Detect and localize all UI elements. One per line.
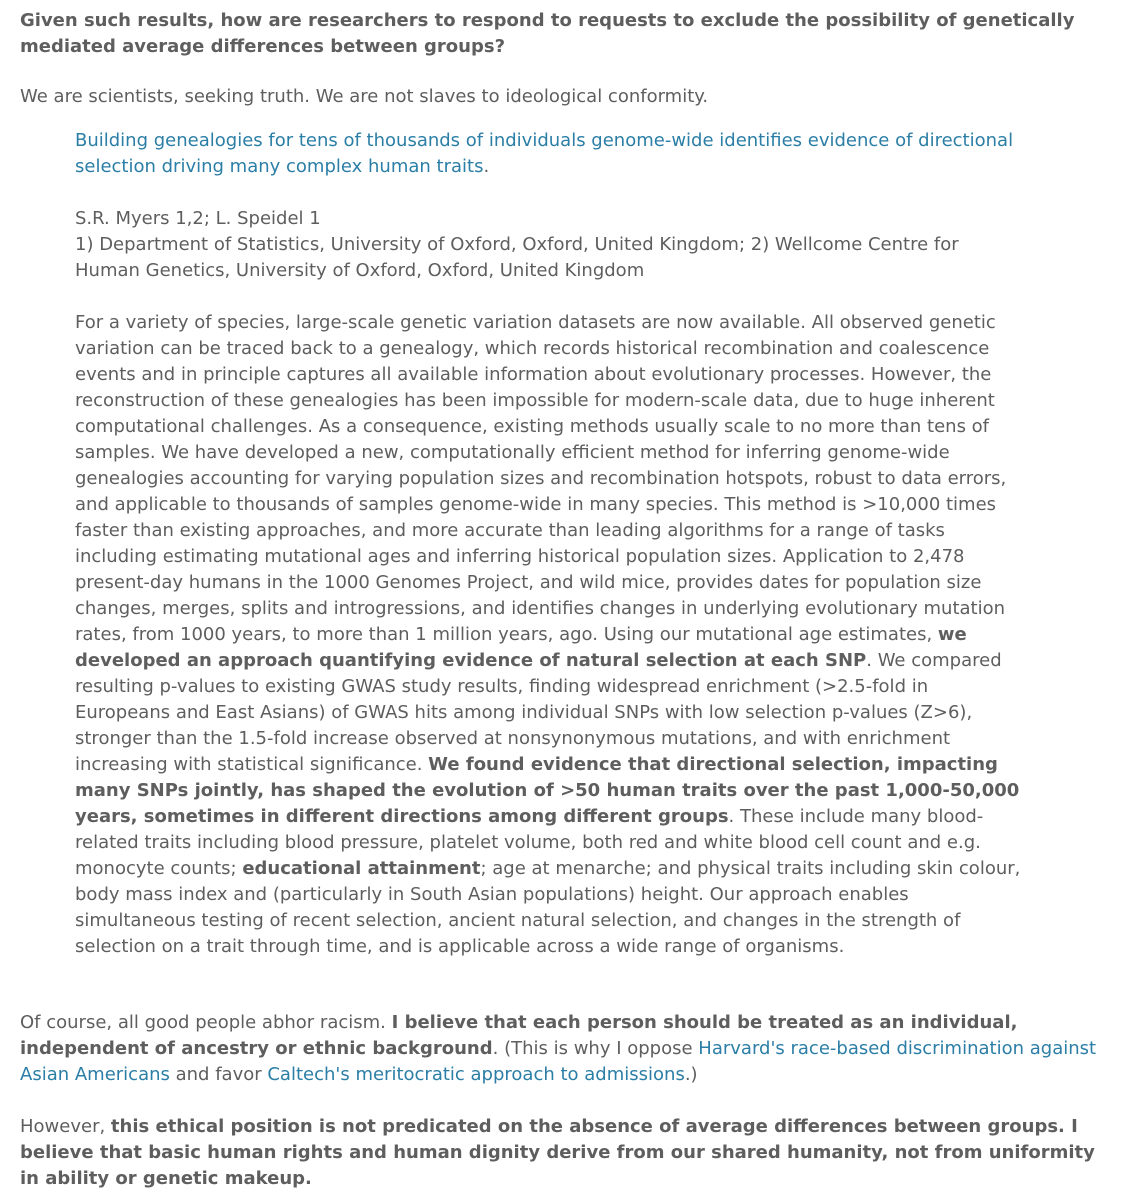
ethics-paragraph-part: However,: [20, 1116, 111, 1137]
individual-treatment-statement: I believe that each person should be treated as an individual, independent of ancestry or ethnic background: [20, 1012, 1018, 1059]
abstract-emphasis-educational-attainment: educational attainment: [242, 858, 481, 879]
abstract-authors: S.R. Myers 1,2; L. Speidel 1: [75, 208, 321, 229]
abstract-text-part: . We compared resulting p-values to existing GWAS study results, finding widespread enrichment (>2.5-fold in Europeans and East Asians) of GWAS hits among individual SNPs with low selection p-values (Z>6), stronger than the 1.5-fold increase observed at nonsynonymous mutations, and with enrichment increasing with statistical significance.: [75, 650, 1002, 775]
racism-paragraph-part: .): [684, 1064, 698, 1085]
abstract-emphasis-natural-selection: we developed an approach quantifying evidence of natural selection at each SNP: [75, 624, 967, 671]
racism-paragraph-part: Of course, all good people abhor racism.: [20, 1012, 392, 1033]
intro-paragraph: We are scientists, seeking truth. We are not slaves to ideological conformity.: [20, 86, 709, 107]
racism-paragraph-part: . (This is why I oppose: [492, 1038, 699, 1059]
ethical-position-statement: this ethical position is not predicated on the absence of average differences between groups. I believe that basic human rights and human dignity derive from our shared humanity, not from uniformity in ability or genetic makeup.: [20, 1116, 1095, 1189]
abstract-text-part: For a variety of species, large-scale genetic variation datasets are now available. All observed genetic variation can be traced back to a genealogy, which records historical recombination and coalescence events and in principle captures all available information about evolutionary processes. However, the reconstruction of these genealogies has been impossible for modern-scale data, due to huge inherent computational challenges. As a consequence, existing methods usually scale to no more than tens of samples. We have developed a new, computationally efficient method for inferring genome-wide genealogies accounting for varying population sizes and recombination hotspots, robust to data errors, and applicable to thousands of samples genome-wide in many species. This method is >10,000 times faster than existing approaches, and more accurate than leading algorithms for a range of tasks including estimating mutational ages and inferring historical population sizes. Application to 2,478 present-day humans in the 1000 Genomes Project, and wild mice, provides dates for population size changes, merges, splits and introgressions, and identifies changes in underlying evolutionary mutation rates, from 1000 years, to more than 1 million years, ago. Using our mutational age estimates,: [75, 312, 1007, 645]
section-heading: Given such results, how are researchers to respond to requests to exclude the possibility of genetically mediated average differences between groups?: [20, 10, 1075, 57]
caltech-link[interactable]: Caltech's meritocratic approach to admissions: [267, 1064, 685, 1085]
abstract-emphasis-directional-selection: We found evidence that directional selection, impacting many SNPs jointly, has shaped the evolution of >50 human traits over the past 1,000-50,000 years, sometimes in different directions among different groups: [75, 754, 1020, 827]
abstract-title-link[interactable]: Building genealogies for tens of thousands of individuals genome-wide identifies evidence of directional selection driving many complex human traits: [75, 130, 1014, 177]
abstract-text: [75, 310, 1025, 960]
article-body: [20, 8, 1120, 1192]
racism-paragraph-part: and favor: [169, 1064, 268, 1085]
abstract-affiliations: 1) Department of Statistics, University of Oxford, Oxford, United Kingdom; 2) Wellcome Centre for Human Genetics, University of Oxford, Oxford, United Kingdom: [75, 234, 959, 281]
abstract-blockquote: [75, 128, 1025, 960]
abstract-text-part: ; age at menarche; and physical traits including skin colour, body mass index and (particularly in South Asian populations) height. Our approach enables simultaneous testing of recent selection, ancient natural selection, and changes in the strength of selection on a trait through time, and is applicable across a wide range of organisms.: [75, 858, 1021, 957]
abstract-text-part: . These include many blood-related traits including blood pressure, platelet volume, both red and white blood cell count and e.g. monocyte counts;: [75, 806, 984, 879]
abstract-title: [75, 128, 1025, 180]
abstract-title-suffix: .: [483, 156, 490, 177]
racism-paragraph: [20, 1010, 1120, 1088]
ethics-paragraph: [20, 1114, 1120, 1192]
harvard-link[interactable]: Harvard's race-based discrimination against Asian Americans: [20, 1038, 1097, 1085]
